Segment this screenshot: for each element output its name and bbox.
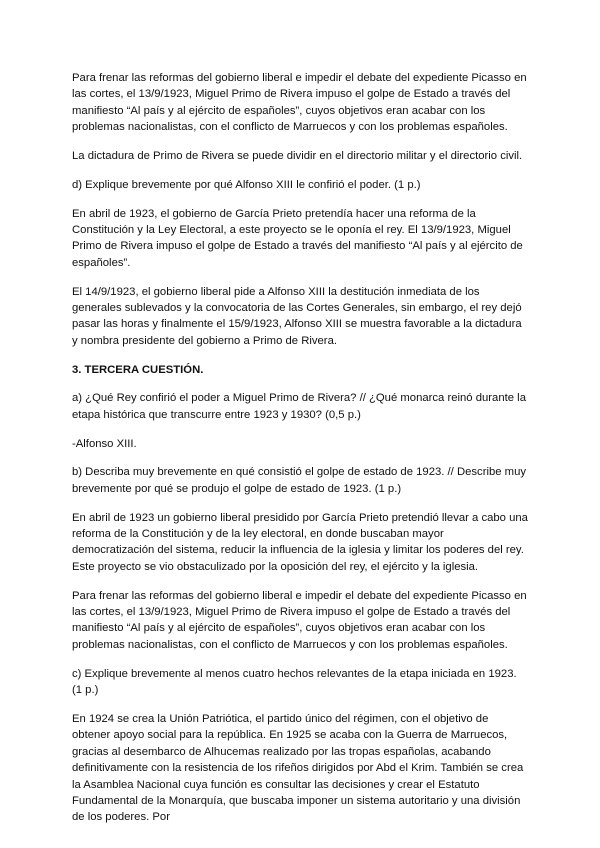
paragraph-picasso-context: Para frenar las reformas del gobierno liberal e impedir el debate del expediente Picasso en las cortes, el 13/9/1923, Miguel Primo de Rivera impuso el golpe de Estado a través del manifiesto “Al país y al ejército de españoles”, cuyos objetivos eran acabar con los problemas nacionalistas, con el conflicto de Marruecos y con los problemas españoles. [72,72,527,134]
paragraph-dictadura-division: La dictadura de Primo de Rivera se puede dividir en el directorio militar y el directorio civil. [72,150,523,163]
section-heading-tercera-cuestion: 3. TERCERA CUESTIÓN. [72,363,204,376]
question-c: c) Explique brevemente al menos cuatro hechos relevantes de la etapa iniciada en 1923. (1 p.) [72,667,517,697]
question-a: a) ¿Qué Rey confirió el poder a Miguel Primo de Rivera? // ¿Qué monarca reinó durante la etapa histórica que transcurre entre 1923 y 1930? (0,5 p.) [72,392,526,421]
document-page [72,70,528,838]
answer-a: -Alfonso XIII. [72,437,137,450]
paragraph-picasso-repeat: Para frenar las reformas del gobierno liberal e impedir el debate del expediente Picasso en las cortes, el 13/9/1923, Miguel Primo de Rivera impuso el golpe de Estado a través del manifiesto “Al país y al ejército de españoles”, cuyos objetivos eran acabar con los problemas nacionalistas, con el conflicto de Marruecos y con los problemas españoles. [72,589,527,651]
question-d: d) Explique brevemente por qué Alfonso XIII le confirió el poder. (1 p.) [72,178,421,191]
question-b: b) Describa muy brevemente en qué consistió el golpe de estado de 1923. // Describe muy brevemente por qué se produjo el golpe de estado de 1923. (1 p.) [72,466,527,495]
paragraph-reforma-constitucion: En abril de 1923 un gobierno liberal presidido por García Prieto pretendió llevar a cabo una reforma de la Constitución y de la ley electoral, en donde buscaban mayor democratización del sistema, reducir la influencia de la iglesia y limitar los poderes del rey. Este proyecto se vio obstaculizado por la oposición del rey, el ejército y la iglesia. [72,511,528,573]
paragraph-union-patriotica: En 1924 se crea la Unión Patriótica, el partido único del régimen, con el objetivo de obtener apoyo social para la república. En 1925 se acaba con la Guerra de Marruecos, gracias al desembarco de Alhucemas realizado por las tropas españolas, acabando definitivamente con la resistencia de los rifeños dirigidos por Abd el Krim. También se crea la Asamblea Nacional cuya función es consultar las decisiones y crear el Estatuto Fundamental de la Monarquía, que buscaba imponer un sistema autoritario y una división de los poderes. Por [72,712,524,824]
paragraph-garcia-prieto: En abril de 1923, el gobierno de García Prieto pretendía hacer una reforma de la Constitución y la Ley Electoral, a este proyecto se le oponía el rey. El 13/9/1923, Miguel Primo de Rivera impuso el golpe de Estado a través del manifiesto “Al país y al ejército de españoles”. [72,207,523,269]
paragraph-destitucion: El 14/9/1923, el gobierno liberal pide a Alfonso XIII la destitución inmediata de los generales sublevados y la convocatoria de las Cortes Generales, sin embargo, el rey dejó pasar las horas y finalmente el 15/9/1923, Alfonso XIII se muestra favorable a la dictadura y nombra presidente del gobierno a Primo de Rivera. [72,285,522,347]
